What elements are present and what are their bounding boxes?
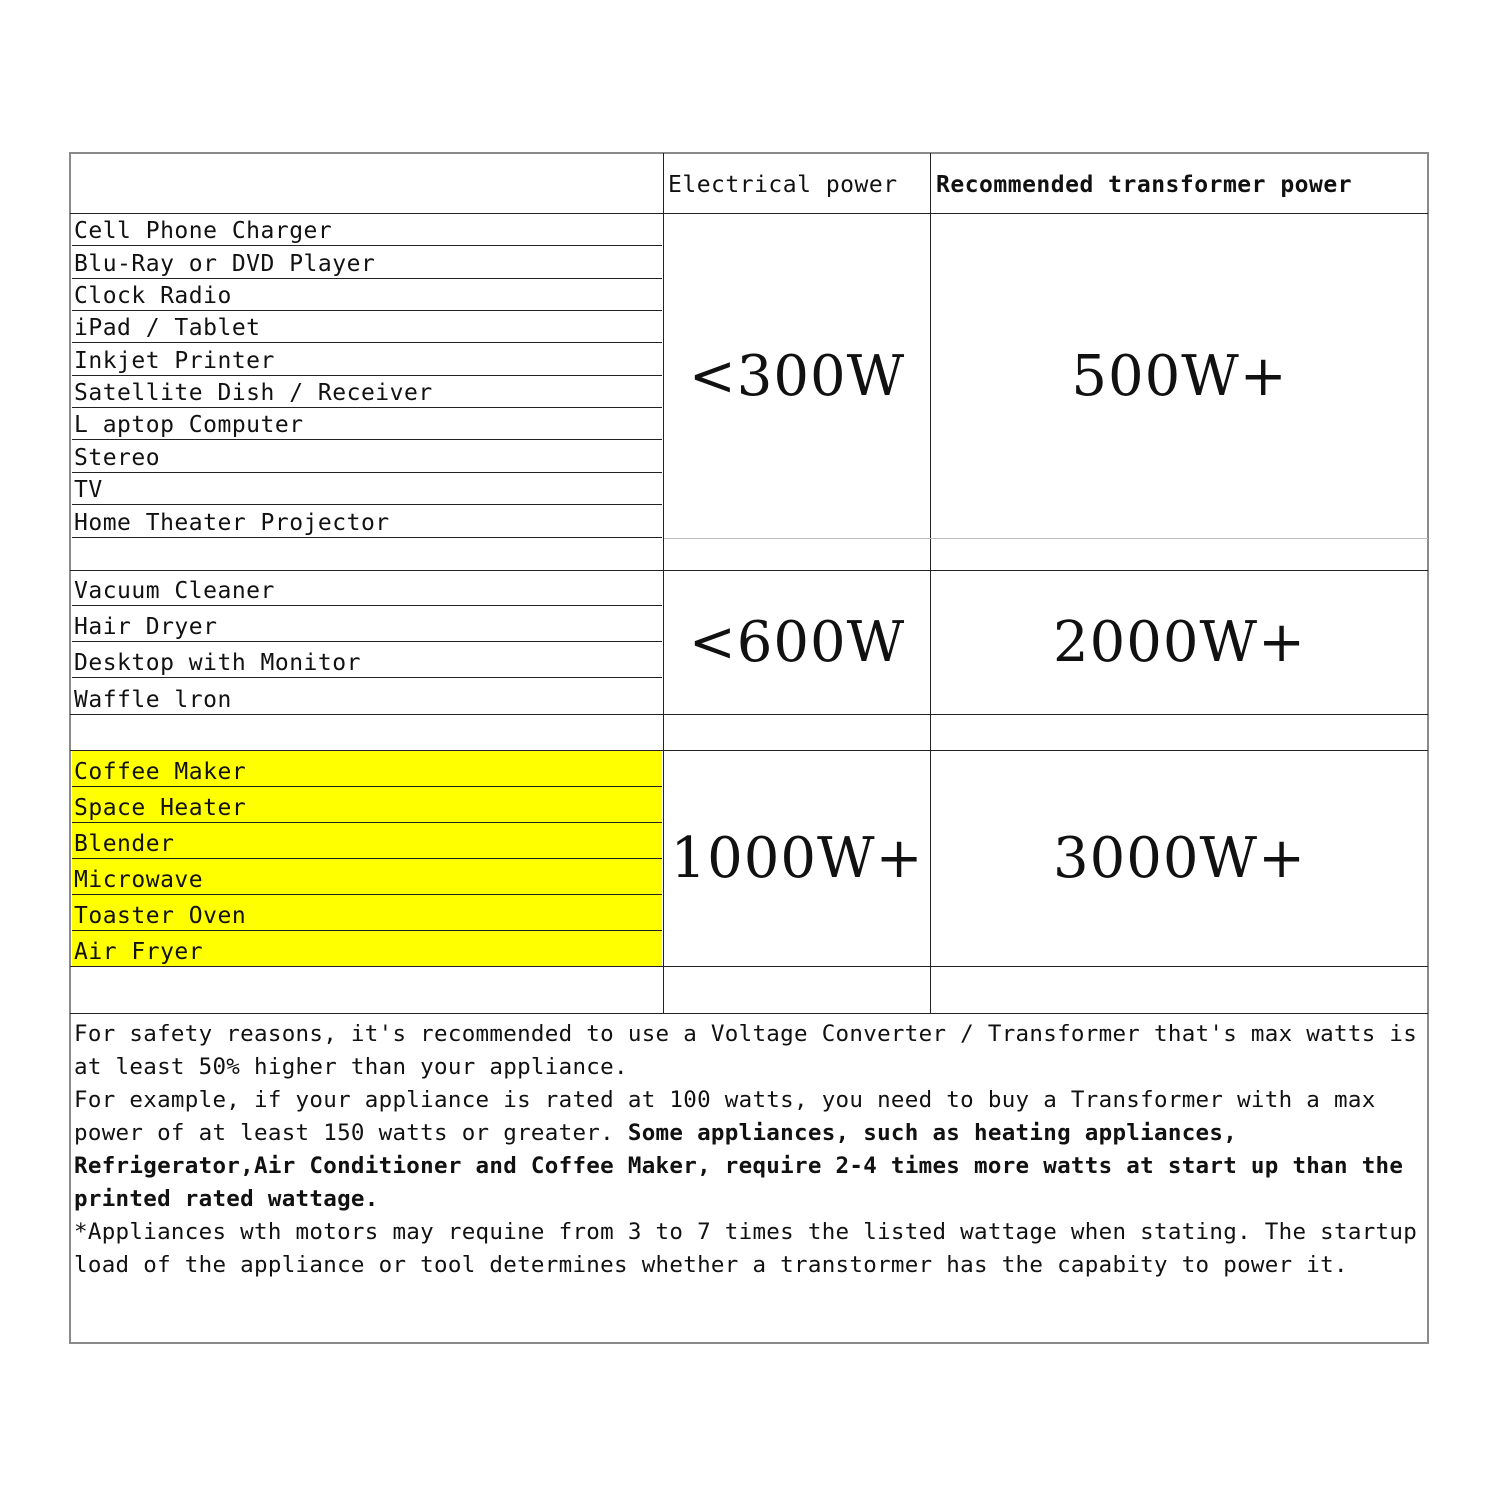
list-item: Vacuum Cleaner [72,571,662,606]
list-item-highlighted: Toaster Oven [72,895,662,931]
group1-spacer-line [664,538,1428,539]
list-item: Waffle lron [74,687,232,713]
group3-bottom-line [70,966,1428,967]
group2-bottom-line [70,714,1428,715]
list-item: Desktop with Monitor [72,642,662,678]
list-item: Blu-Ray or DVD Player [72,246,662,279]
group3-electrical-power: 1000W+ [670,826,924,891]
list-item-highlighted: Space Heater [72,787,662,823]
list-item: Stereo [72,440,662,473]
safety-note-2 [74,1084,1424,1216]
list-item: TV [72,473,662,505]
safety-note-3: *Appliances wth motors may requine from 3 to 7 times the listed wattage when stating. The startup load of the appliance or tool determines whether a transtormer has the capabity to power it. [74,1219,1418,1278]
group2-recommended-power: 2000W+ [1053,610,1306,675]
safety-notes [74,1018,1424,1282]
list-item: iPad / Tablet [72,311,662,343]
header-recommended-power: Recommended transformer power [936,172,1353,198]
list-item: Satellite Dish / Receiver [72,376,662,408]
table-bottom-line [70,1013,1428,1014]
safety-note-1: For safety reasons, it's recommended to use a Voltage Converter / Transformer that's max watts is at least 50% higher than your appliance. [74,1021,1418,1080]
group1-electrical-power: <300W [688,343,906,409]
list-item: Home Theater Projector [72,505,662,538]
safety-note-2-bold: Some appliances, such as heating appliances, Refrigerator,Air Conditioner and Coffee Maker, require 2-4 times more watts at start up than the printed rated wattage. [74,1120,1404,1212]
list-item-highlighted: Blender [72,823,662,859]
group2-electrical-power: <600W [688,610,906,675]
list-item: Cell Phone Charger [72,214,662,246]
safety-note-2-regular: For example, if your appliance is rated at 100 watts, you need to buy a Transformer with a max power of at least 150 watts or greater. [74,1087,1376,1146]
list-item-highlighted: Air Fryer [72,931,662,966]
header-electrical-power: Electrical power [668,172,898,198]
list-item-highlighted: Coffee Maker [72,751,662,787]
group1-recommended-power: 500W+ [1071,343,1288,409]
list-item: Clock Radio [72,279,662,311]
list-item: L aptop Computer [72,408,662,440]
group3-recommended-power: 3000W+ [1053,826,1306,891]
list-item: Hair Dryer [72,606,662,642]
list-item: Inkjet Printer [72,343,662,376]
list-item-highlighted: Microwave [72,859,662,895]
